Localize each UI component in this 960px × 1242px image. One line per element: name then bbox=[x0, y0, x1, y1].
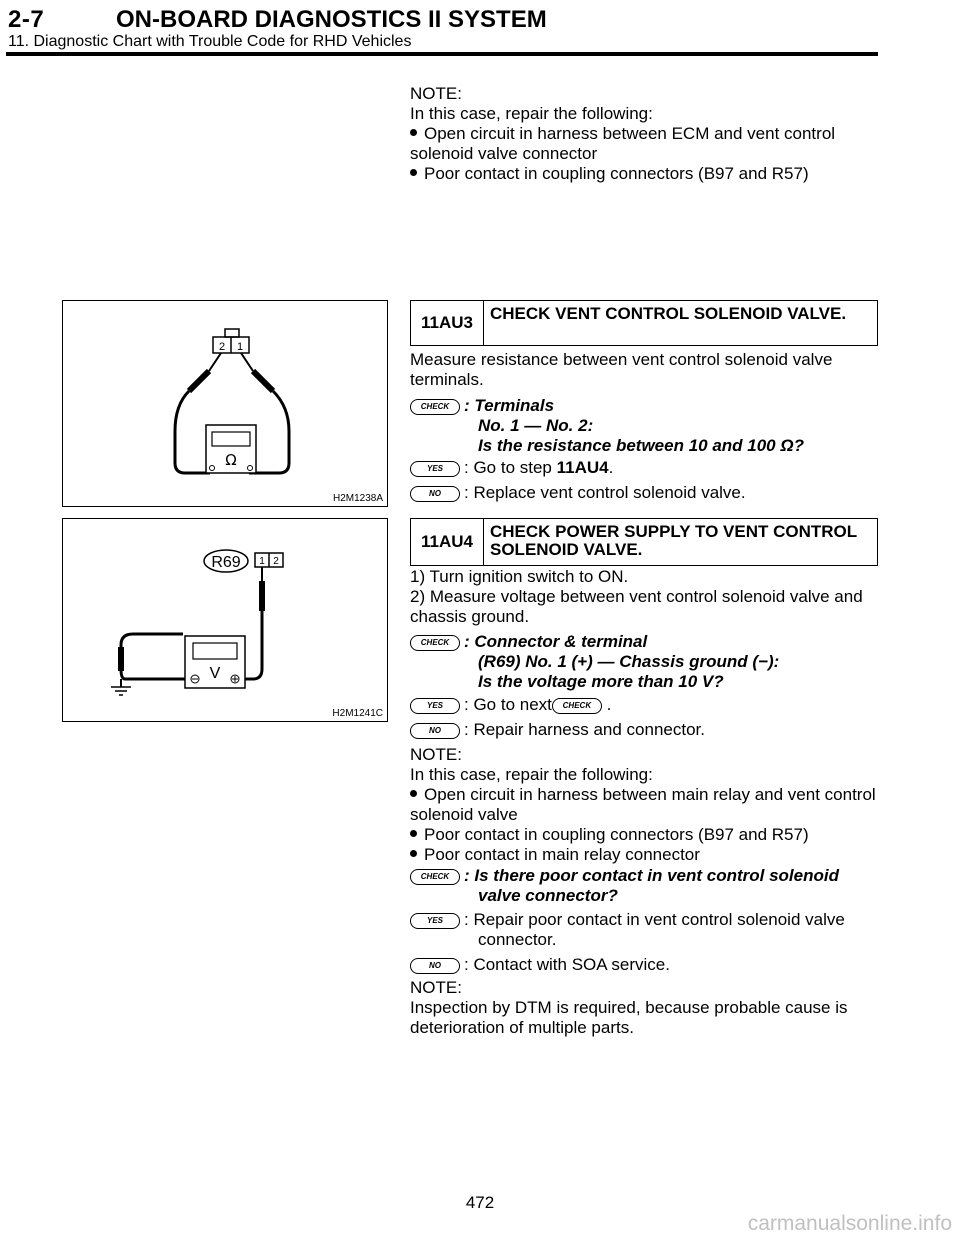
no-row: NO : Repair harness and connector. bbox=[410, 720, 880, 740]
note-item: Poor contact in main relay connector bbox=[410, 845, 880, 865]
check-badge-icon: CHECK bbox=[410, 869, 460, 885]
bullet-icon bbox=[410, 790, 417, 797]
check-row: CHECK : Connector & terminal (R69) No. 1 (+) — Chassis ground (−): Is the voltage more than 10 V? bbox=[410, 632, 880, 692]
step-title: CHECK POWER SUPPLY TO VENT CONTROL SOLENOID VALVE. bbox=[490, 522, 857, 559]
step-header-11au3 bbox=[410, 300, 878, 346]
step-title: CHECK VENT CONTROL SOLENOID VALVE. bbox=[490, 304, 847, 323]
check-badge-icon: CHECK bbox=[410, 635, 460, 651]
figure-id: H2M1241C bbox=[332, 708, 383, 719]
bullet-icon bbox=[410, 129, 417, 136]
page-number: 472 bbox=[465, 1193, 495, 1212]
bullet-icon bbox=[410, 830, 417, 837]
check-row: CHECK : Terminals No. 1 — No. 2: Is the resistance between 10 and 100 Ω? bbox=[410, 396, 880, 456]
bullet-icon bbox=[410, 169, 417, 176]
svg-text:1: 1 bbox=[236, 341, 244, 353]
final-note: NOTE: Inspection by DTM is required, because probable cause is deterioration of multiple parts. bbox=[410, 978, 848, 1037]
yes-badge-icon: YES bbox=[410, 698, 460, 714]
section-number: 2-7 bbox=[8, 6, 45, 33]
yes-row-2: YES : Repair poor contact in vent control solenoid valve connector. bbox=[410, 910, 880, 950]
check-row-2: CHECK : Is there poor contact in vent control solenoid valve connector? bbox=[410, 866, 880, 906]
svg-text:1: 1 bbox=[259, 556, 265, 567]
ohmmeter-diagram-icon bbox=[63, 301, 387, 506]
note-item: Poor contact in coupling connectors (B97 and R57) bbox=[410, 825, 880, 845]
figure-id: H2M1238A bbox=[332, 493, 383, 504]
note-intro: In this case, repair the following: bbox=[410, 104, 653, 123]
step-note: NOTE: In this case, repair the following: Open circuit in harness between main relay and vent control solenoid valve Poor contact in coupling connectors (B97 and R57) Poor contact in main relay connector bbox=[410, 745, 880, 865]
step-instructions: 1) Turn ignition switch to ON. 2) Measure voltage between vent control solenoid valve and chassis ground. bbox=[410, 567, 863, 626]
figure-ohmmeter bbox=[62, 300, 388, 507]
check-badge-icon: CHECK bbox=[410, 399, 460, 415]
note-item: Poor contact in coupling connectors (B97 and R57) bbox=[410, 164, 880, 184]
top-note bbox=[410, 84, 880, 184]
step-header-11au4 bbox=[410, 518, 878, 566]
no-row: NO : Replace vent control solenoid valve. bbox=[410, 483, 880, 503]
note-label: NOTE: bbox=[410, 84, 462, 103]
check-badge-icon: CHECK bbox=[552, 698, 602, 714]
svg-text:2: 2 bbox=[218, 341, 226, 353]
note-item: Open circuit in harness between main relay and vent control solenoid valve bbox=[410, 785, 876, 824]
step-number: 11AU4 bbox=[411, 519, 484, 565]
svg-text:V: V bbox=[209, 665, 221, 682]
step-instruction: Measure resistance between vent control solenoid valve terminals. bbox=[410, 350, 833, 389]
header-rule bbox=[6, 52, 878, 56]
no-badge-icon: NO bbox=[410, 958, 460, 974]
voltmeter-diagram-icon bbox=[63, 519, 387, 721]
yes-row: YES : Go to step 11AU4. bbox=[410, 458, 880, 478]
no-badge-icon: NO bbox=[410, 723, 460, 739]
yes-badge-icon: YES bbox=[410, 461, 460, 477]
svg-text:Ω: Ω bbox=[225, 451, 237, 469]
svg-text:2: 2 bbox=[273, 556, 279, 567]
yes-badge-icon: YES bbox=[410, 913, 460, 929]
svg-text:R69: R69 bbox=[211, 554, 241, 571]
watermark: carmanualsonline.info bbox=[747, 1212, 952, 1235]
step-link: 11AU4 bbox=[556, 458, 609, 477]
no-badge-icon: NO bbox=[410, 486, 460, 502]
step-number: 11AU3 bbox=[411, 301, 484, 345]
bullet-icon bbox=[410, 850, 417, 857]
no-row-2: NO : Contact with SOA service. bbox=[410, 955, 880, 975]
page-title: ON-BOARD DIAGNOSTICS II SYSTEM bbox=[116, 6, 547, 33]
note-item: Open circuit in harness between ECM and vent control solenoid valve connector bbox=[410, 124, 836, 163]
figure-voltmeter bbox=[62, 518, 388, 722]
yes-row: YES : Go to next CHECK . bbox=[410, 695, 880, 715]
page-subtitle: 11. Diagnostic Chart with Trouble Code for RHD Vehicles bbox=[8, 33, 412, 50]
